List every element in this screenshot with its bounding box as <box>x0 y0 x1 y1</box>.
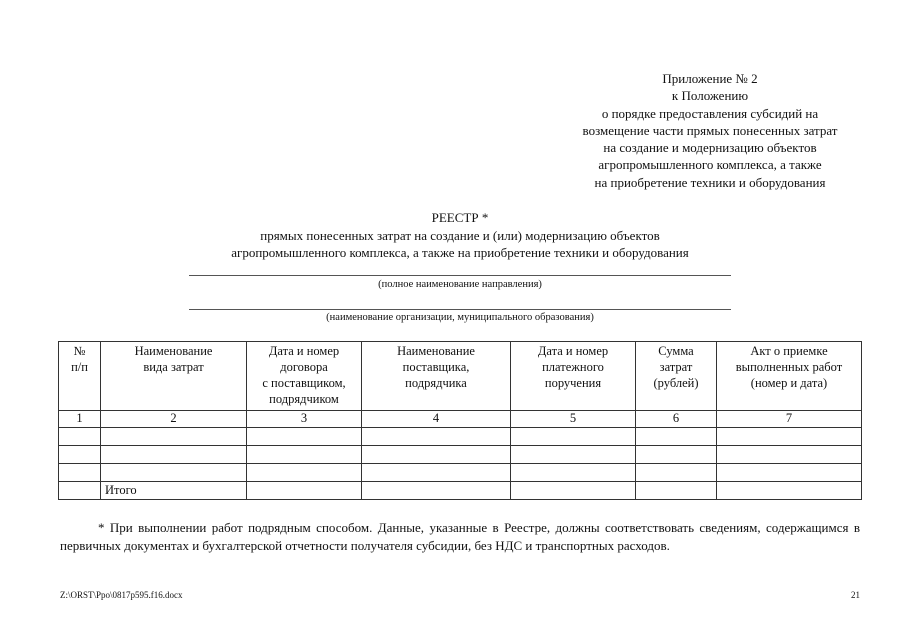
table-cell[interactable] <box>247 446 362 464</box>
page-number: 21 <box>851 590 860 600</box>
column-header: Дата и номер платежного поручения <box>511 342 636 411</box>
column-header: Наименование поставщика, подрядчика <box>362 342 511 411</box>
table-cell[interactable] <box>511 428 636 446</box>
column-number: 3 <box>247 411 362 428</box>
appendix-line: возмещение части прямых понесенных затрат <box>582 122 838 138</box>
table-cell[interactable] <box>59 482 101 500</box>
appendix-line: о порядке предоставления субсидий на <box>601 105 819 121</box>
direction-caption: (полное наименование направления) <box>378 279 542 290</box>
table-cell[interactable] <box>717 482 862 500</box>
column-number: 1 <box>59 411 101 428</box>
table-cell[interactable] <box>59 428 101 446</box>
table-cell[interactable] <box>247 482 362 500</box>
column-number: 5 <box>511 411 636 428</box>
table-cell[interactable] <box>101 446 247 464</box>
table-cell[interactable] <box>636 428 717 446</box>
table-cell[interactable] <box>101 428 247 446</box>
organization-fill-line <box>189 309 731 310</box>
table-row <box>59 428 862 446</box>
table-cell[interactable] <box>636 482 717 500</box>
column-number: 4 <box>362 411 511 428</box>
table-row <box>59 446 862 464</box>
footnote-text: * При выполнении работ подрядным способом. Данные, указанные в Реестре, должны соответствовать сведениям, содержащимся в первичных документах и бухгалтерской отчетности получателя субсидии, без НДС и транспортных расходов. <box>60 520 860 553</box>
total-row <box>59 482 862 500</box>
column-number: 6 <box>636 411 717 428</box>
direction-fill-line <box>189 275 731 276</box>
total-label: Итого <box>101 482 247 500</box>
table-cell[interactable] <box>59 446 101 464</box>
table-cell[interactable] <box>59 464 101 482</box>
table-cell[interactable] <box>511 464 636 482</box>
table-cell[interactable] <box>717 464 862 482</box>
appendix-line: Приложение № 2 <box>662 71 758 86</box>
table-cell[interactable] <box>362 428 511 446</box>
table-cell[interactable] <box>636 446 717 464</box>
column-number: 2 <box>101 411 247 428</box>
table-cell[interactable] <box>247 464 362 482</box>
table-cell[interactable] <box>717 428 862 446</box>
appendix-line: на приобретение техники и оборудования <box>594 174 826 190</box>
document-path: Z:\ORST\Ppo\0817p595.f16.docx <box>60 590 183 600</box>
table-cell[interactable] <box>101 464 247 482</box>
appendix-header <box>540 70 880 191</box>
registry-subtitle-line: агропромышленного комплекса, а также на приобретение техники и оборудования <box>231 245 689 260</box>
registry-table <box>58 341 862 500</box>
registry-subtitle-line: прямых понесенных затрат на создание и (или) модернизацию объектов <box>260 227 660 243</box>
organization-caption: (наименование организации, муниципального образования) <box>326 312 594 323</box>
column-header: Наименование вида затрат <box>101 342 247 411</box>
appendix-line: агропромышленного комплекса, а также <box>598 157 822 173</box>
table-cell[interactable] <box>717 446 862 464</box>
table-header-row <box>59 342 862 411</box>
column-header: Сумма затрат (рублей) <box>636 342 717 411</box>
column-number-row <box>59 411 862 428</box>
footnote <box>60 519 860 555</box>
table-row <box>59 464 862 482</box>
table-cell[interactable] <box>511 482 636 500</box>
column-number: 7 <box>717 411 862 428</box>
table-cell[interactable] <box>362 482 511 500</box>
column-header: № п/п <box>59 342 101 411</box>
table-cell[interactable] <box>247 428 362 446</box>
table-cell[interactable] <box>511 446 636 464</box>
table-cell[interactable] <box>362 464 511 482</box>
appendix-line: на создание и модернизацию объектов <box>603 140 817 156</box>
table-cell[interactable] <box>362 446 511 464</box>
appendix-line: к Положению <box>671 88 749 104</box>
registry-heading: РЕЕСТР * <box>431 210 489 225</box>
column-header: Акт о приемке выполненных работ (номер и дата) <box>717 342 862 411</box>
registry-title <box>60 209 860 262</box>
table-cell[interactable] <box>636 464 717 482</box>
column-header: Дата и номер договора с поставщиком, подрядчиком <box>247 342 362 411</box>
